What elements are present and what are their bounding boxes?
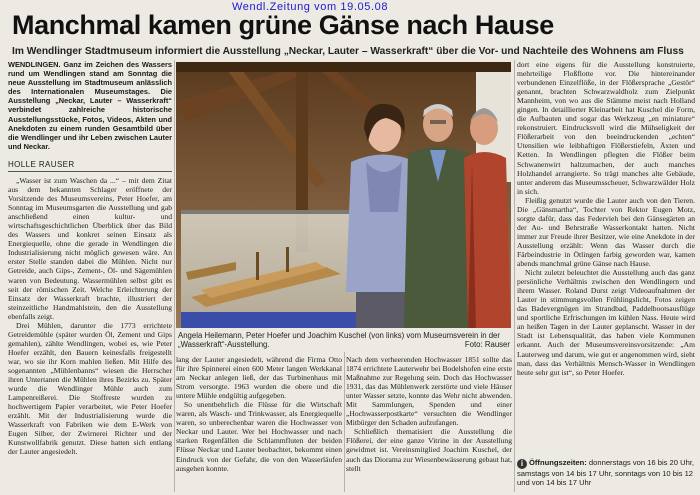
photo-caption [178,331,510,349]
article-column-1 [8,176,172,492]
article-author: HOLLE RAUSER [8,160,75,169]
info-icon: i [517,459,527,469]
paragraph: Schließlich thematisiert die Ausstellung die Flößerei, der eine ganze Vitrine in der Ausstellung gewidmet ist. Vereinsmitglied Joachim Kuschel, der auch das Diorama zur Wiesenbewässerung gebaut hat, stellt [346,427,512,473]
paragraph: So unentbehrlich die Flüsse für die Wirtschaft waren, als Wasch- und Trinkwasser, als Energiequelle waren, so unberechenbar waren die Hochwasser von Neckar und Lauter. Wer bei Hochwasser und nach starken Regenfällen die Schlammfluten der beiden Flüsse Neckar und Lauter beobachtet, bekommt einen Eindruck von der Gefahr, die von den Wasserläufen ausgehen konnte. [176,400,342,473]
opening-hours-label: Öffnungszeiten: [529,458,587,467]
museum-exhibition-photo [176,62,511,328]
photo-caption-text: Angela Heilemann, Peter Hoefer und Joachim Kuschel (von links) vom Museumsverein in der „Wasserkraft“-Ausstellung. [178,331,500,350]
paragraph: lang der Lauter angesiedelt, während die Firma Otto für ihre Spinnerei einen 600 Meter langen Werkkanal am Neckar anlegen ließ, der das Turbinenhaus mit Strom versorgte. 1963 wurden die obere und die untere Mühle endgültig aufgegeben. [176,355,342,401]
article-photo [176,62,511,328]
paragraph: dort eine eigens für die Ausstellung konstruierte, mehrteilige Floßflotte vor. Die hintereinander verbundenen Einzelflöße, in der Flößersprache „Gestör“ genannt, brachten Schwarzwaldholz zum Zielpunkt Mannheim, von wo aus die Stämme meist nach Holland gingen. In detaillierter Kleinarbeit hat Kuschel die Form, die Aufbauten und sogar das Werkzeug „en miniature“ rekonstruiert. Eindrucksvoll wird die Mühseligkeit der Flößerarbeit von den beeindruckenden „echten“ Utensilien wie leibhaftigen Flößerstiefeln, Äxten und Ketten. In Wendlingen pflegten die Flößer beim Schwanenwirt haltzumachen, der auch manches Holzhandel arrangierte. So trägt manches alte Gebäude, unter anderem das Museumsscheuer, Schwarzwälder Holz in sich. [517,60,695,196]
opening-hours-text: donnerstags von 16 bis 20 Uhr, samstags von 14 bis 17 Uhr, sonntags von 10 bis 12 und von 14 bis 17 Uhr [517,458,695,488]
article-headline: Manchmal kamen grüne Gänse nach Hause [12,10,554,40]
paragraph: „Wasser ist zum Waschen da ...“ – mit dem Zitat aus dem bekannten Schlager eröffnete der Vorsitzende des Museumsvereins, Peter Hoefer, am Sonntag im Museumsgarten die Ausstellung und gab anschließend einen kultur- und wirtschaftsgeschichtlichen Überblick über das Bild des Wassers und konkret seinen Einsatz als Energiequelle, ohne die gerade in Wendlingen die Industrialisierung nicht möglich gewesen wäre. An erster Stelle standen dabei die Mühlen. Nicht nur Getreide, auch Gips-, Zement-, Öl- und Sägemühlen waren von Bedeutung. Wassermühlen selbst gibt es seit der römischen Zeit. Welche Erleichterung der Einsatz der Wasserkraft brachte, illustriert der steinzeitliche Handmahlstein, den die Ausstellung ebenfalls zeigt. [8,176,172,321]
article-lead: WENDLINGEN. Ganz im Zeichen des Wassers rund um Wendlingen stand am Sonntag die neue Ausstellung im Stadtmuseum anlässlich des Internationalen Museumstages. Die Ausstellung „Neckar, Lauter – Wasserkraft“ verbindet zahlreiche historische Ausstellungsstücke, Fotos, Videos, Akten und Anekdoten zu einem runden Gesamtbild über die Wendlinger und ihr Leben zwischen Lauter und Neckar. [8,60,172,151]
column-divider [174,60,175,492]
paragraph: Nicht zuletzt beleuchtet die Ausstellung auch das ganz persönliche Verhältnis zwischen den Wendlingern und ihrem Wasser. Roland Durst zeigt Videoaufnahmen der Lauter in stimmungsvollen Frühlingslicht, Fotos zeigen das Badevergnügen im Strandbad, Paddelbootsausflüge und sportliche Erfrischungen im kühlen Nass. Heute wird an heißen Tagen in der Lauter geplanscht. Wasser in der Stadt ist Lebensqualität, das haben viele Kommunen erkannt. Auch der Museumsvereinsvorsitzende: „Am Lauterweg und darum, wie gut er angenommen wird, sieht man, dass das Verhältnis Mensch-Wasser in Wendlingen heute sehr gut ist“, so Peter Hoefer. [517,268,695,377]
paragraph: Fleißig genutzt wurde die Lauter auch von den Tieren. Die „Gänsmartha“, Tochter von Rektor Eugen Motz, sorgte dafür, dass das Federvieh bei den Gänsegärten an der Au- und Behrstraße Wasserkontakt hatten. Nicht immer zur Freude ihrer Besitzer, wie eine Anekdote in der Ausstellung erzählt: Wenn das Wasser durch die Färbeindustrie in Ötlingen farbig geworden war, kamen abends manchmal grüne Gänse nach Hause. [517,195,695,269]
article-column-4 [517,60,695,452]
article-column-3 [346,355,512,492]
column-divider [344,352,345,492]
newspaper-masthead-date: Wendl.Zeitung vom 19.05.08 [232,1,389,13]
article-column-2 [176,355,342,492]
opening-hours-box [517,458,695,487]
photo-credit: Foto: Rauser [464,340,510,349]
author-divider [8,171,172,172]
paragraph: Nach dem verheerenden Hochwasser 1851 sollte das 1874 errichtete Lauterwehr bei Bodelshofen eine erste Maßnahme zur Regelung sein. Doch das Hochwasser 1931, das das Mühlenwerk zerstörte und viele Häuser unter Wasser setzte, konnte das Wehr nicht abwenden. Mit Sammlungen, Spenden und einer „Hochwasserpostkarte“ versuchten die Wendlinger Mitbürger den Schaden aufzufangen. [346,355,512,428]
article-subheadline: Im Wendlinger Stadtmuseum informiert die Ausstellung „Neckar, Lauter – Wasserkraft“ über die Vor- und Nachteile des Wohnens am Fluss [12,46,684,57]
paragraph: Drei Mühlen, darunter die 1773 errichtete Getreidemühle (später wurden Öl, Zement und Gips gemahlen), zählte Wendlingen, wobei es, wie Peter Hoefer erzählt, den Bauern keinesfalls freigestellt war, wo sie ihr Korn mahlen ließen. Mit Hilfe des sogenannten „Mühlenbanns“ wiesen die Herrscher ihren Untertanen die Mühlen ihres Bezirks zu. Später wurde die Wendlinger Mühle auch zum Lampenreißerei. Die Stoffreste wurden zu hochwertigem Papier verarbeitet, wie Peter Hoefer erzählt. Mit der Industrialisierung wurde die Wasserkraft von Fabriken wie dem E-Werk von Eugen Silber, der Zwirnerei Richter und der Kunstwollfabrik genutzt. Diese hatten sich entlang der Lauter angesiedelt. [8,320,172,457]
column-divider [514,60,515,492]
